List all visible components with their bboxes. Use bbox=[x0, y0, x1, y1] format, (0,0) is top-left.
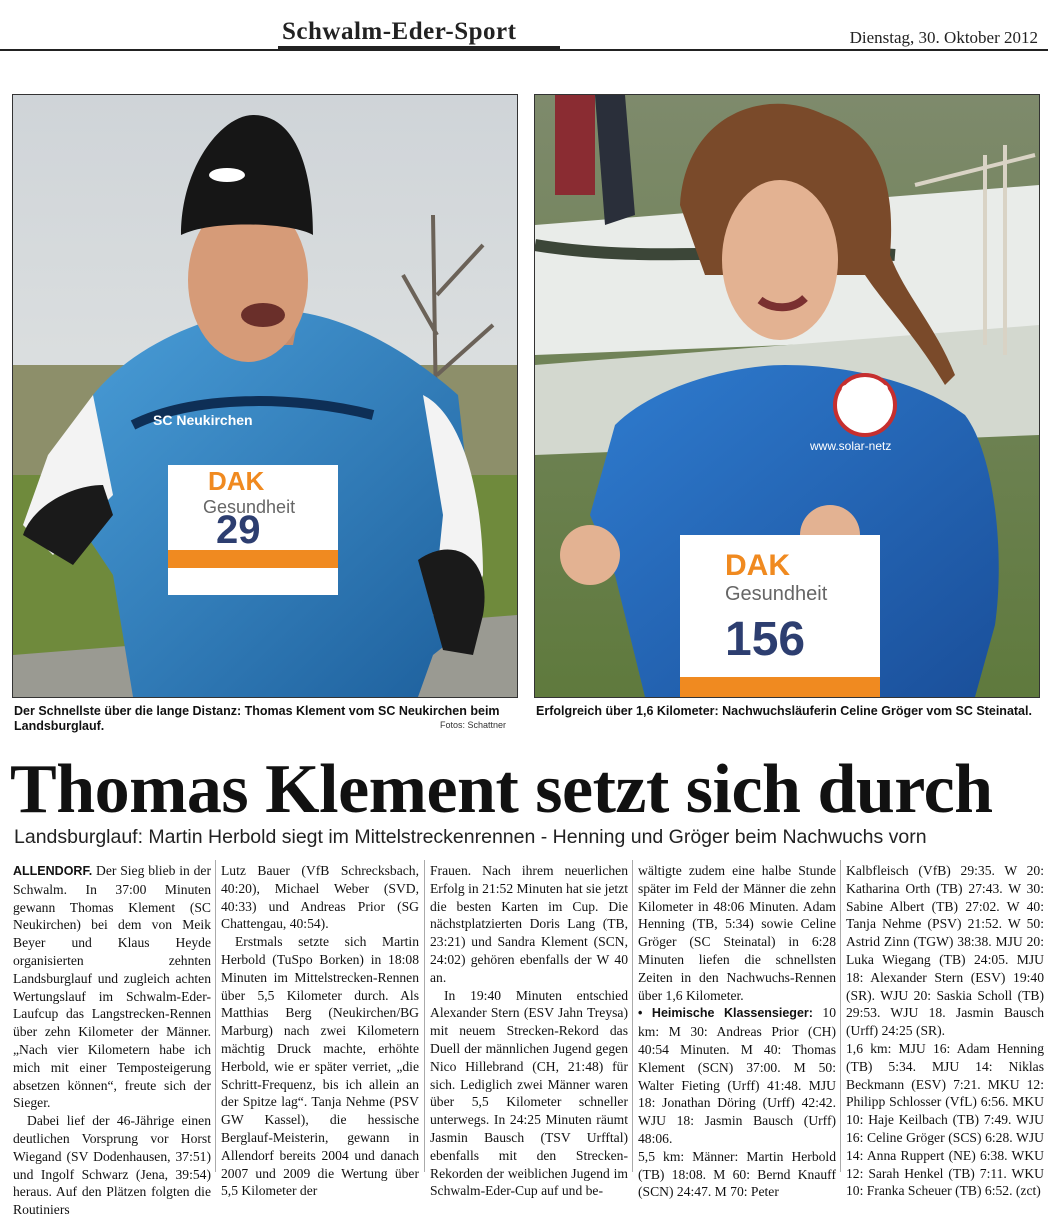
results-paragraph: 1,6 km: MJU 16: Adam Henning (TB) 5:34. MJU 14: Niklas Beckmann (ESV) 7:21. MKU 12: Philipp Schlosser (VfL) 6:56. MKU 10: Haje Keilbach (TB) 7:49. WJU 16: Celine Gröger (SCS) 6:28. WJU 14: Anna Ruppert (NE) 6:38. WKU 12: Sarah Henkel (TB) 7:11. WKU 10: Franka Scheuer (TB) 6:52. (zct) bbox=[846, 1040, 1044, 1199]
article-column-1 bbox=[13, 862, 211, 1219]
results-subhead: • Heimische Klassensieger: bbox=[638, 1006, 813, 1021]
article-paragraph: In 19:40 Minuten entschied Alexander Stern (ESV Jahn Treysa) mit neuem Strecken-Rekord das Duell der männlichen Jugend gegen Nico Hillebrand (CH, 21:48) für sich. Lediglich zwei Männer waren über 5,5 Kilometer schneller unterwegs. In 24:25 Minuten räumt Jasmin Bausch (TSV Urfftal) ebenfalls mit den Strecken-Rekorden der weiblichen Jugend im Schwalm-Eder-Cup auf und be- bbox=[430, 987, 628, 1199]
bib-number-left: 29 bbox=[216, 508, 261, 552]
jacket-sponsor-text: www.solar-netz bbox=[810, 439, 892, 453]
photo-runner-female-illustration bbox=[535, 95, 1039, 697]
results-paragraph: 5,5 km: Männer: Martin Herbold (TB) 18:08. M 60: Bernd Knauff (SCN) 24:47. M 70: Peter bbox=[638, 1148, 836, 1200]
column-divider bbox=[424, 860, 425, 1172]
paragraph-text: Der Sieg blieb in der Schwalm. In 37:00 Minuten gewann Thomas Klement (SC Neukirchen) bei dem von Meik Beyer und Klaus Heyde organisierten zehnten Landsburglauf und zugleich achten Wertungslauf im Schwalm-Eder-Laufcup das Langstrecken-Rennen über zehn Kilometer der Männer. „Nach vier Kilometern habe ich mich mit einer Temposteigerung absetzen können“, freute sich der Sieger. bbox=[13, 863, 211, 1111]
bib-sponsor-sub-right: Gesundheit bbox=[725, 583, 828, 605]
article-paragraph bbox=[13, 862, 211, 1112]
bib-sponsor-sub-left: Gesundheit bbox=[203, 497, 296, 517]
column-divider bbox=[632, 860, 633, 1172]
issue-date: Dienstag, 30. Oktober 2012 bbox=[849, 28, 1038, 47]
jacket-brand: erima bbox=[840, 379, 890, 399]
photo-runner-male bbox=[12, 94, 518, 698]
photo-runner-female bbox=[534, 94, 1040, 698]
section-title: Schwalm-Eder-Sport bbox=[282, 18, 517, 45]
photo-credit: Fotos: Schattner bbox=[440, 720, 507, 730]
photo-caption-right: Erfolgreich über 1,6 Kilometer: Nachwuchsläuferin Celine Gröger vom SC Steinatal. bbox=[536, 704, 1032, 718]
results-text: 10 km: M 30: Andreas Prior (CH) 40:54 Minuten. M 40: Thomas Klement (SCN) 37:00. M 50: Walter Fieting (Urff) 41:48. MJU 18: Jonathan Döring (Urff) 42:42. WJU 18: Jasmin Bausch (Urff) 48:06. bbox=[638, 1005, 836, 1146]
dateline: ALLENDORF. bbox=[13, 864, 93, 878]
column-divider bbox=[215, 860, 216, 1172]
header-rule bbox=[0, 49, 1048, 51]
article-column-2 bbox=[221, 862, 419, 1200]
results-paragraph bbox=[638, 1004, 836, 1147]
article-column-3 bbox=[430, 862, 628, 1200]
bib-sponsor-left: DAK bbox=[208, 466, 265, 496]
article-column-5 bbox=[846, 862, 1044, 1200]
results-paragraph: Kalbfleisch (VfB) 29:35. W 20: Katharina Orth (TB) 27:43. W 30: Sabine Albert (TB) 27:02. W 40: Tanja Nehme (PSV) 21:52. W 50: Astrid Zinn (TGW) 38:38. MJU 20: Luka Wiegang (TB) 24:05. MJU 18: Alexander Stern (ESV) 19:40 (SR). WJU 20: Saskia Scholl (TB) 29:53. WJU 18. Jasmin Bausch (Urff) 24:25 (SR). bbox=[846, 863, 1044, 1039]
bib-number-right: 156 bbox=[725, 613, 806, 666]
article-paragraph: Dabei lief der 46-Jährige einen deutlichen Vorsprung vor Horst Wiegand (SV Dodenhausen, 37:51) und Ingolf Schwarz (Jena, 39:54) heraus. Auf den Plätzen folgten die Routiniers bbox=[13, 1113, 211, 1218]
photo-caption-left: Der Schnellste über die lange Distanz: Thomas Klement vom SC Neukirchen beim Landsburglauf. bbox=[14, 704, 500, 733]
shirt-club-text: SC Neukirchen bbox=[153, 412, 253, 428]
article-paragraph: Frauen. Nach ihrem neuerlichen Erfolg in 21:52 Minuten hat sie jetzt die besten Karten im Cup. Die nächstplatzierten Doris Lang (TB, 23:21) und Sandra Klement (SCN, 24:02) gehören ebenfalls der W 40 an. bbox=[430, 863, 628, 985]
bib-sponsor-right: DAK bbox=[725, 549, 790, 582]
article-headline: Thomas Klement setzt sich durch bbox=[10, 751, 993, 828]
photo-runner-male-illustration bbox=[13, 95, 517, 697]
article-column-4 bbox=[638, 862, 836, 1201]
article-subheadline: Landsburglauf: Martin Herbold siegt im Mittelstreckenrennen - Henning und Gröger beim Nachwuchs vorn bbox=[14, 826, 927, 848]
article-paragraph: Erstmals setzte sich Martin Herbold (TuSpo Borken) in 18:08 Minuten im Mittelstrecken-Rennen über 5,5 Kilometer durch. Als Matthias Berg (Neukirchen/BG Marburg) nach zwei Kilometern mächtig Druck machte, erhöhte Herbold, wie er später verriet, „die Schritt-Frequenz, bis ich allein an der Spitze lag“. Tanja Nehme (PSV GW Kassel), die hessische Berglauf-Meisterin, gewann in Allendorf bereits 2004 und danach 2007 und 2009 die Wertung über 5,5 Kilometer der bbox=[221, 934, 419, 1199]
article-paragraph: wältigte zudem eine halbe Stunde später im Feld der Männer die zehn Kilometer in 48:06 Minuten. Adam Henning (TB, 5:34) sowie Celine Gröger (SC Steinatal) in 6:28 Minuten liefen die schnellsten Zeiten in den Nachwuchs-Rennen über 1,6 Kilometer. bbox=[638, 863, 836, 1003]
article-paragraph: Lutz Bauer (VfB Schrecksbach, 40:20), Michael Weber (SVD, 40:33) und Andreas Prior (SG Chattengau, 40:54). bbox=[221, 863, 419, 932]
column-divider bbox=[840, 860, 841, 1172]
